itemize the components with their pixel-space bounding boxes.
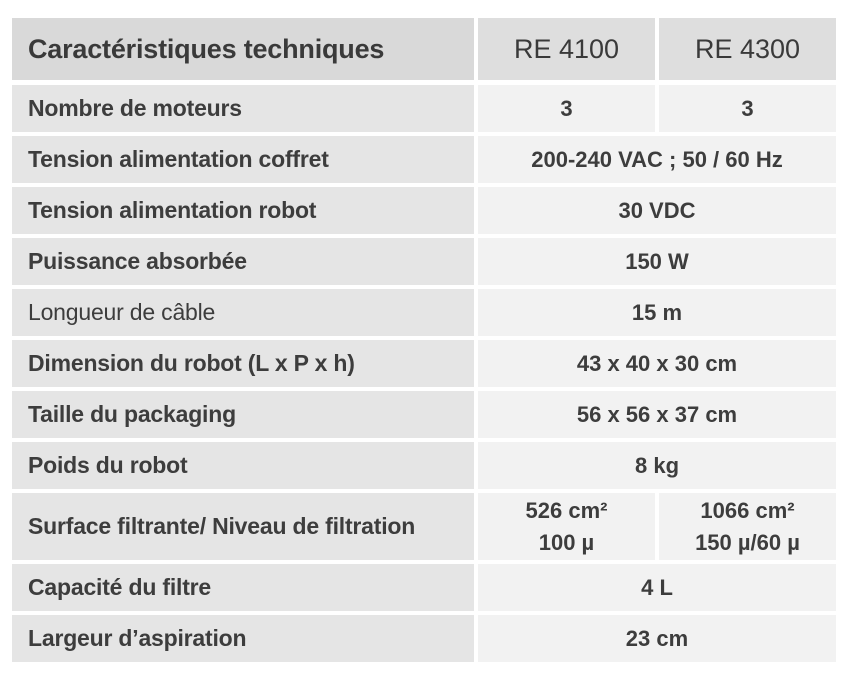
row-value-1-line-1: 526 cm² [525,497,608,523]
row-value-2-line-2: 150 µ/60 µ [695,529,800,555]
row-label: Capacité du filtre [28,574,211,600]
row-value: 150 W [625,248,689,274]
row-value: 56 x 56 x 37 cm [576,401,738,427]
row-label: Longueur de câble [28,299,216,325]
row-value-cell [478,564,836,611]
row-label: Taille du packaging [28,401,236,427]
row-label: Tension alimentation coffret [28,146,329,172]
row-value-2-line-1: 1066 cm² [700,497,795,523]
row-value-1: 3 [560,95,573,121]
header-label: Caractéristiques techniques [28,33,385,64]
row-label: Largeur d’aspiration [28,625,247,651]
row-value-2-cell [659,85,836,132]
header-model-1-cell [478,18,655,80]
row-label-cell [12,493,474,560]
row-value: 15 m [631,299,683,325]
row-value-cell [478,289,836,336]
row-label: Dimension du robot (L x P x h) [28,350,355,376]
header-model-2-cell [659,18,836,80]
row-value-2-cell [659,493,836,560]
row-value-cell [478,238,836,285]
row-label-cell [12,187,474,234]
row-label: Surface filtrante/ Niveau de filtration [28,513,416,539]
row-value-1-cell [478,493,655,560]
header-label-cell [12,18,474,80]
row-value-cell [478,187,836,234]
row-value-cell [478,136,836,183]
row-label-cell [12,85,474,132]
row-value-cell [478,391,836,438]
row-label: Puissance absorbée [28,248,247,274]
row-label: Poids du robot [28,452,188,478]
row-value: 8 kg [634,452,680,478]
row-value-1-cell [478,85,655,132]
header-model-1: RE 4100 [513,33,620,64]
row-label-cell [12,615,474,662]
row-value-cell [478,442,836,489]
row-label-cell [12,391,474,438]
row-value-cell [478,615,836,662]
header-model-2: RE 4300 [694,33,801,64]
row-label: Nombre de moteurs [28,95,242,121]
row-value-cell [478,340,836,387]
row-value: 4 L [641,574,673,600]
row-label-cell [12,442,474,489]
row-value-1-stack [526,495,608,559]
row-label: Tension alimentation robot [28,197,317,223]
row-label-cell [12,564,474,611]
row-label-cell [12,136,474,183]
row-label-cell [12,238,474,285]
row-value-2-stack [695,495,800,559]
row-value: 30 VDC [618,197,696,223]
row-value: 200-240 VAC ; 50 / 60 Hz [531,146,783,172]
row-value-1-line-2: 100 µ [538,529,595,555]
row-label-cell [12,289,474,336]
row-value-2: 3 [741,95,754,121]
row-label-cell [12,340,474,387]
row-value: 43 x 40 x 30 cm [576,350,738,376]
row-value: 23 cm [625,625,689,651]
